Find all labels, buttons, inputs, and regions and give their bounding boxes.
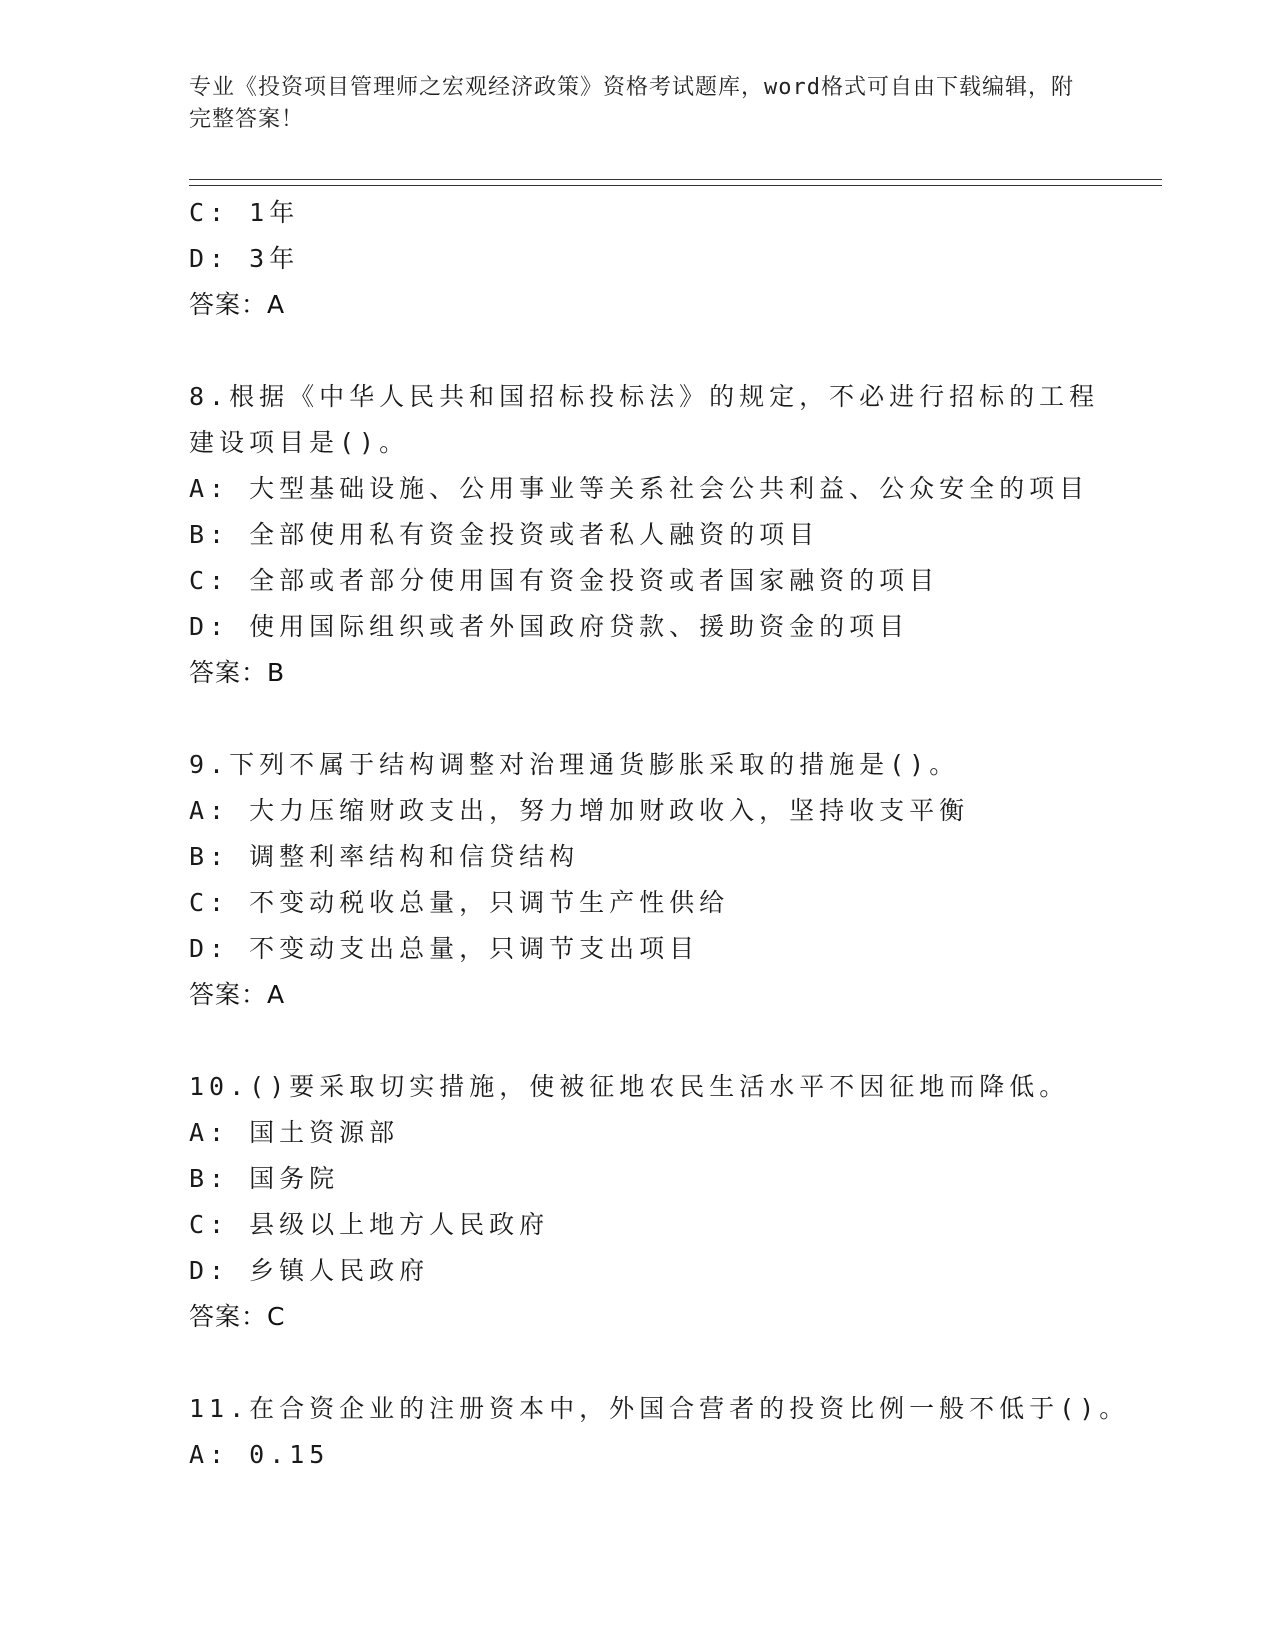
option-a: A: 0.15 [189,1440,330,1469]
option-b: B: 全部使用私有资金投资或者私人融资的项目 [189,520,820,549]
spacer [189,696,1119,742]
spacer [189,328,1119,374]
question-9 [189,742,1119,1018]
header-rule-bottom [189,185,1162,186]
question-stem: 10.()要采取切实措施，使被征地农民生活水平不因征地而降低。 [189,1072,1070,1101]
answer-line: 答案：B [189,658,286,687]
document-header: 专业《投资项目管理师之宏观经济政策》资格考试题库，word格式可自由下载编辑，附完整答案！ [189,75,1074,132]
answer-line: 答案：A [189,980,286,1009]
question-10 [189,1064,1119,1340]
question-stem: 8.根据《中华人民共和国招标投标法》的规定，不必进行招标的工程 [189,382,1100,411]
document-body [189,190,1130,1478]
option-c: C: 县级以上地方人民政府 [189,1210,550,1239]
option-a: A: 国土资源部 [189,1118,400,1147]
question-stem: 9.下列不属于结构调整对治理通货膨胀采取的措施是()。 [189,750,960,779]
option-c: C: 全部或者部分使用国有资金投资或者国家融资的项目 [189,566,940,595]
option-d: D: 乡镇人民政府 [189,1256,430,1285]
question-stem-continued: 建设项目是()。 [189,428,410,457]
option-a: A: 大型基础设施、公用事业等关系社会公共利益、公众安全的项目 [189,474,1090,503]
option-b: B: 调整利率结构和信贷结构 [189,842,580,871]
option-c: C: 1年 [189,198,300,227]
option-b: B: 国务院 [189,1164,340,1193]
option-a: A: 大力压缩财政支出，努力增加财政收入，坚持收支平衡 [189,796,970,825]
question-8 [189,374,1119,696]
option-d: D: 3年 [189,244,300,273]
header-rule-top [189,179,1162,180]
option-d: D: 使用国际组织或者外国政府贷款、援助资金的项目 [189,612,910,641]
option-c: C: 不变动税收总量，只调节生产性供给 [189,888,730,917]
answer-line: 答案：A [189,290,286,319]
question-stem: 11.在合资企业的注册资本中，外国合营者的投资比例一般不低于()。 [189,1394,1130,1423]
previous-question-tail [189,190,1119,328]
spacer [189,1340,1119,1386]
answer-line: 答案：C [189,1302,286,1331]
question-11 [189,1386,1130,1478]
option-d: D: 不变动支出总量，只调节支出项目 [189,934,700,963]
spacer [189,1018,1119,1064]
